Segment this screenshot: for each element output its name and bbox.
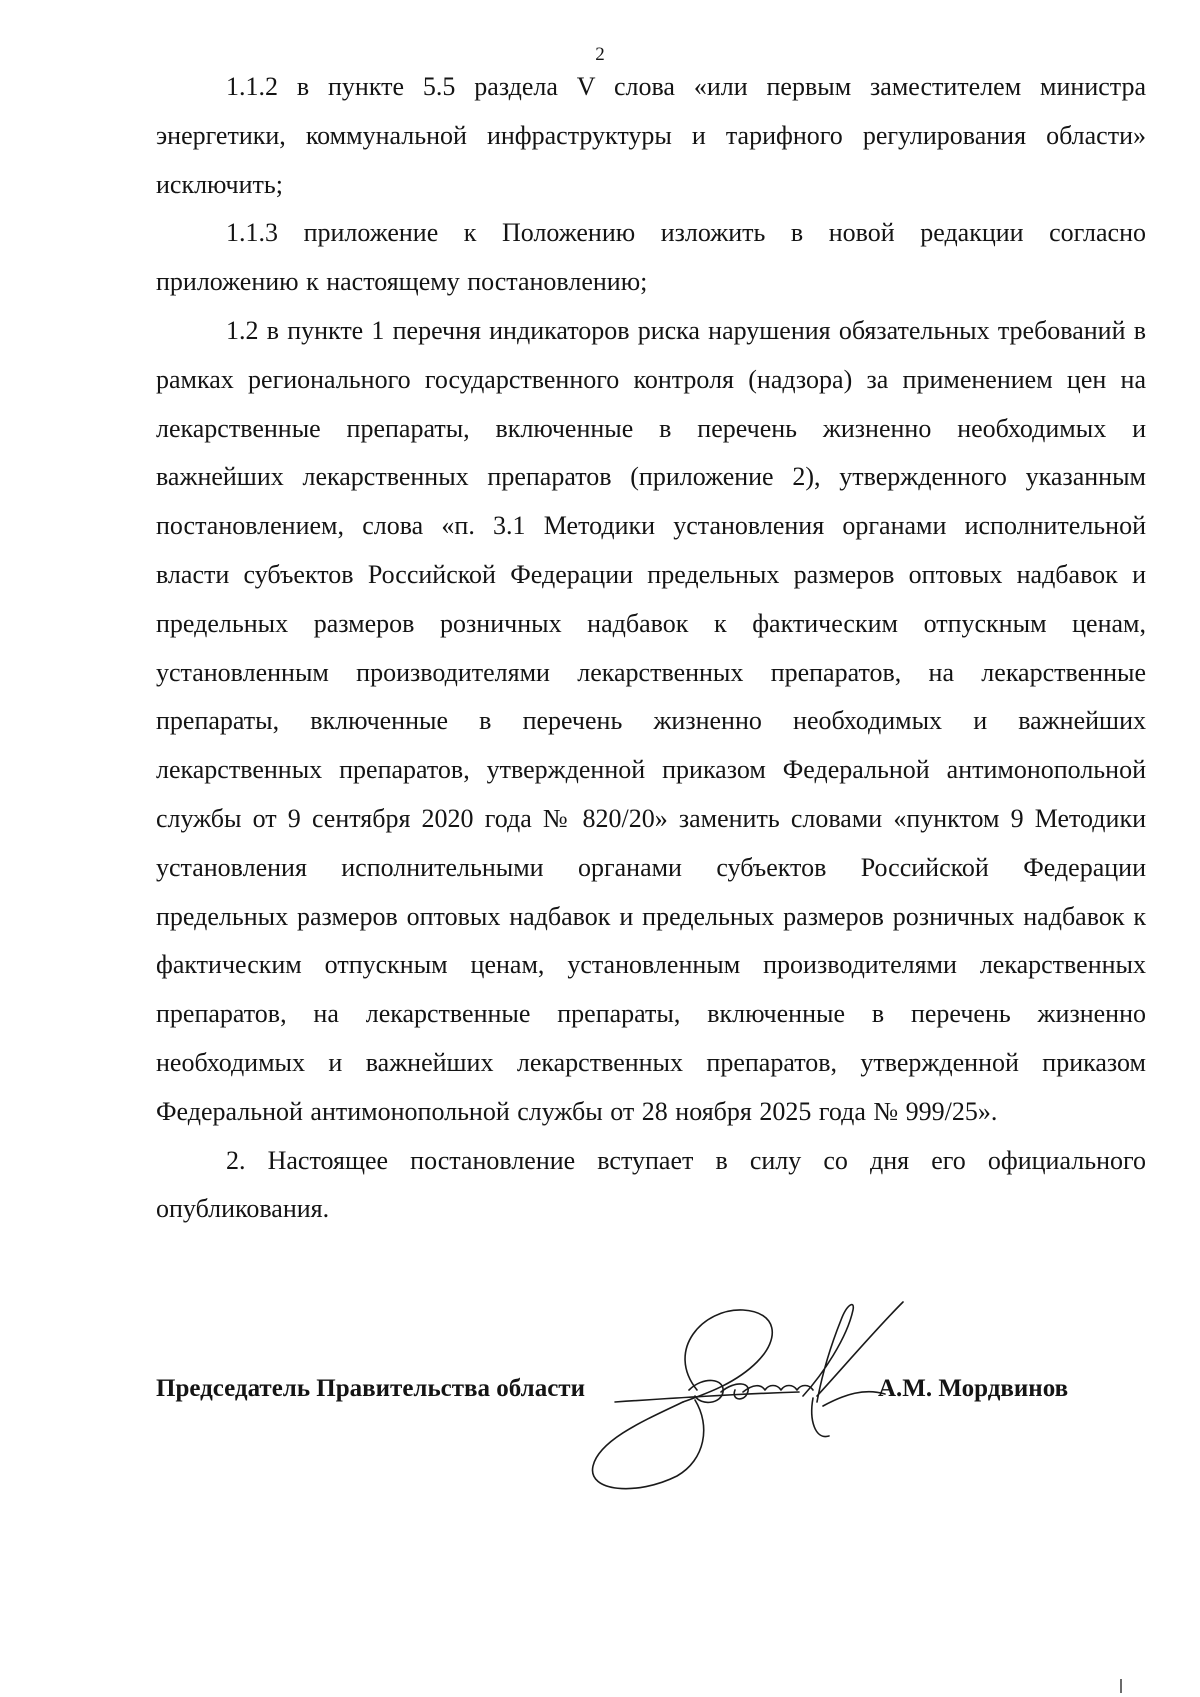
signer-title: Председатель Правительства области xyxy=(156,1375,585,1402)
signer-name: А.М. Мордвинов xyxy=(878,1375,1069,1402)
paragraph-1-1-2: 1.1.2 в пункте 5.5 раздела V слова «или первым заместителем министра энергетики, коммунальной инфраструктуры и тарифного регулирования области» исключить; xyxy=(156,72,1146,199)
scan-edge-mark xyxy=(1120,1679,1122,1693)
paragraph-1-1-3: 1.1.3 приложение к Положению изложить в новой редакции согласно приложению к настоящему постановлению; xyxy=(156,218,1146,297)
document-body xyxy=(156,63,1146,1234)
handwritten-signature-icon xyxy=(585,1290,955,1500)
page-number: 2 xyxy=(595,44,605,65)
paragraph-1-2: 1.2 в пункте 1 перечня индикаторов риска нарушения обязательных требований в рамках регионального государственного контроля (надзора) за применением цен на лекарственные препараты, включенные в перечень жизненно необходимых и важнейших лекарственных препаратов (приложение 2), утвержденного указанным постановлением, слова «п. 3.1 Методики установления органами исполнительной власти субъектов Российской Федерации предельных размеров оптовых надбавок и предельных размеров розничных надбавок к фактическим отпускным ценам, установленным производителями лекарственных препаратов, на лекарственные препараты, включенные в перечень жизненно необходимых и важнейших лекарственных препаратов, утвержденной приказом Федеральной антимонопольной службы от 9 сентября 2020 года № 820/20» заменить словами «пунктом 9 Методики установления исполнительными органами субъектов Российской Федерации предельных размеров оптовых надбавок и предельных размеров розничных надбавок к фактическим отпускным ценам, установленным производителями лекарственных препаратов, на лекарственные препараты, включенные в перечень жизненно необходимых и важнейших лекарственных препаратов, утвержденной приказом Федеральной антимонопольной службы от 28 ноября 2025 года № 999/25». xyxy=(156,315,1146,1126)
paragraph-2: 2. Настоящее постановление вступает в силу со дня его официального опубликования. xyxy=(156,1145,1146,1224)
